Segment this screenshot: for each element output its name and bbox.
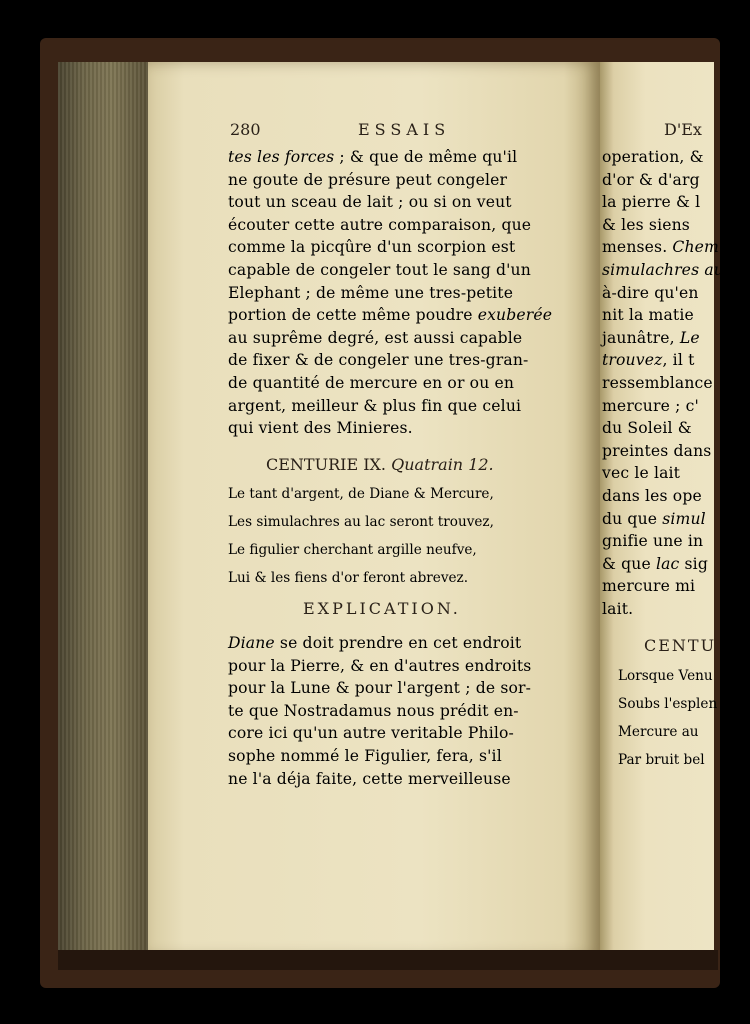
text-line-segment: pour la Lune & pour l'argent ; de sor-: [228, 679, 532, 698]
right-text-line: [602, 510, 714, 528]
right-text-line-segment: gnifie une in: [602, 532, 704, 551]
right-text-line-segment: à-dire qu'en: [602, 283, 699, 302]
right-page: [600, 62, 724, 957]
text-line-segment: Elephant ; de même une tres-petite: [228, 283, 514, 302]
right-text-line: [602, 193, 714, 211]
verse-line: Lui & les fiens d'or feront abrevez.: [228, 570, 469, 586]
text-line: [228, 306, 598, 324]
text-line: [228, 216, 598, 234]
text-line: [228, 702, 598, 720]
right-text-line: [602, 555, 714, 573]
text-line-segment: portion de cette même poudre: [228, 306, 478, 325]
right-text-line-segment: jaunâtre,: [602, 328, 680, 347]
right-text-line-segment: sig: [679, 554, 708, 573]
text-line-segment: capable de congeler tout le sang d'un: [228, 261, 531, 279]
right-text-line-segment: operation, &: [602, 148, 704, 166]
right-text-line: [602, 577, 714, 595]
text-line: [228, 419, 598, 437]
text-line: [228, 351, 598, 369]
text-line: [228, 374, 598, 392]
right-text-line-segment: lac: [655, 554, 680, 573]
verse-line: Les simulachres au lac seront trouvez,: [228, 514, 494, 530]
text-line: [228, 657, 598, 675]
text-line-segment: pour la Pierre, & en d'autres endroits: [228, 656, 532, 675]
heading-explication: EXPLICATION.: [303, 599, 461, 618]
text-line: [228, 679, 598, 697]
right-text-line-segment: simul: [662, 509, 706, 528]
right-text-line-segment: nit la matie: [602, 306, 694, 325]
text-line: [228, 329, 598, 347]
right-text-line-segment: du que: [602, 509, 663, 528]
right-text-line-segment: mercure ; c': [602, 396, 699, 415]
verse-line: Le tant d'argent, de Diane & Mercure,: [228, 486, 494, 502]
text-line-segment: tout un sceau de lait ; ou si on veut: [228, 193, 512, 212]
page-edges: [58, 62, 150, 957]
right-text-line: [602, 600, 714, 618]
right-text-line-segment: la pierre & l: [602, 193, 701, 212]
right-text-line-segment: , il t: [662, 351, 695, 370]
right-text-line: [602, 397, 714, 415]
right-text-line-segment: vec le lait: [602, 464, 681, 483]
right-verse-line: Soubs l'esplen: [618, 696, 718, 712]
left-page: [148, 62, 600, 957]
text-line-segment: core ici qu'un autre veritable Philo-: [228, 724, 514, 743]
text-line-segment: te que Nostradamus nous prédit en-: [228, 701, 519, 720]
text-line-segment: ; & que de même qu'il: [334, 148, 518, 166]
right-verse-line: Par bruit bel: [618, 752, 705, 768]
text-line: [228, 238, 598, 256]
right-text-line: [602, 171, 714, 189]
text-line: [228, 193, 598, 211]
right-text-line: [602, 464, 714, 482]
text-line-segment: exuberée: [477, 306, 553, 325]
text-line: [228, 747, 598, 765]
right-text-line-segment: d'or & d'arg: [602, 170, 700, 189]
right-heading: CENTU: [644, 636, 717, 655]
right-text-line-segment: preintes dans: [602, 441, 712, 460]
text-line: [228, 261, 598, 279]
right-text-line: [602, 216, 714, 234]
right-text-line-segment: du Soleil &: [602, 419, 692, 438]
right-text-line-segment: Chem: [672, 238, 719, 257]
running-head: ESSAIS: [358, 120, 451, 139]
page-number: 280: [230, 120, 261, 139]
right-verse-line: Mercure au: [618, 724, 699, 740]
right-text-line: [602, 351, 714, 369]
right-text-line: [602, 487, 714, 505]
text-line: [228, 770, 598, 788]
text-line: [228, 634, 598, 652]
verse-line: Le figulier cherchant argille neufve,: [228, 542, 477, 558]
right-text-line-segment: & les siens: [602, 215, 690, 234]
heading-centurie: [266, 455, 494, 474]
right-verse-line: Lorsque Venu: [618, 668, 713, 684]
text-line-segment: Diane: [228, 634, 275, 652]
right-text-line: [602, 306, 714, 324]
heading-quatrain: Quatrain 12.: [391, 455, 494, 474]
text-line-segment: de quantité de mercure en or ou en: [228, 374, 515, 392]
text-line-segment: de fixer & de congeler une tres-gran-: [228, 351, 529, 370]
right-text-line: [602, 238, 719, 257]
text-line-segment: tes les forces: [228, 148, 335, 166]
right-text-line-segment: Le: [679, 328, 700, 347]
right-text-line-segment: lait.: [602, 600, 634, 618]
right-text-line-segment: mercure mi: [602, 577, 696, 596]
right-text-line: [602, 374, 714, 392]
right-text-line: [602, 329, 714, 347]
text-line-segment: ne goute de présure peut congeler: [228, 170, 508, 189]
text-line-segment: ne l'a déja faite, cette merveilleuse: [228, 769, 511, 788]
text-line-segment: sophe nommé le Figulier, fera, s'il: [228, 747, 502, 765]
text-line: [228, 171, 598, 189]
right-text-line: [602, 284, 714, 302]
right-text-line: [602, 261, 724, 279]
text-line: [228, 284, 598, 302]
right-text-line: [602, 419, 714, 437]
text-line: [228, 148, 598, 166]
text-line-segment: comme la picqûre d'un scorpion est: [228, 238, 516, 257]
right-text-line-segment: & que: [602, 554, 656, 573]
text-line: [228, 397, 598, 415]
text-line-segment: au suprême degré, est aussi capable: [228, 328, 523, 347]
right-text-line: [602, 442, 714, 460]
heading-centurie-label: CENTURIE IX.: [266, 455, 387, 474]
text-line-segment: argent, meilleur & plus fin que celui: [228, 396, 522, 415]
right-text-line: [602, 148, 714, 166]
right-text-line-segment: menses.: [602, 238, 673, 257]
right-text-line-segment: simulachres au: [602, 261, 724, 279]
right-text-line-segment: trouvez: [602, 351, 663, 370]
text-line-segment: se doit prendre en cet endroit: [274, 634, 522, 652]
right-text-line-segment: dans les ope: [602, 487, 702, 505]
right-text-line: [602, 532, 714, 550]
text-line-segment: écouter cette autre comparaison, que: [228, 215, 532, 234]
book-bottom-edge: [58, 950, 718, 970]
text-line-segment: qui vient des Minieres.: [228, 419, 413, 438]
text-line: [228, 724, 598, 742]
right-text-line-segment: ressemblance: [602, 374, 713, 392]
right-running-head: D'Ex: [664, 120, 702, 139]
